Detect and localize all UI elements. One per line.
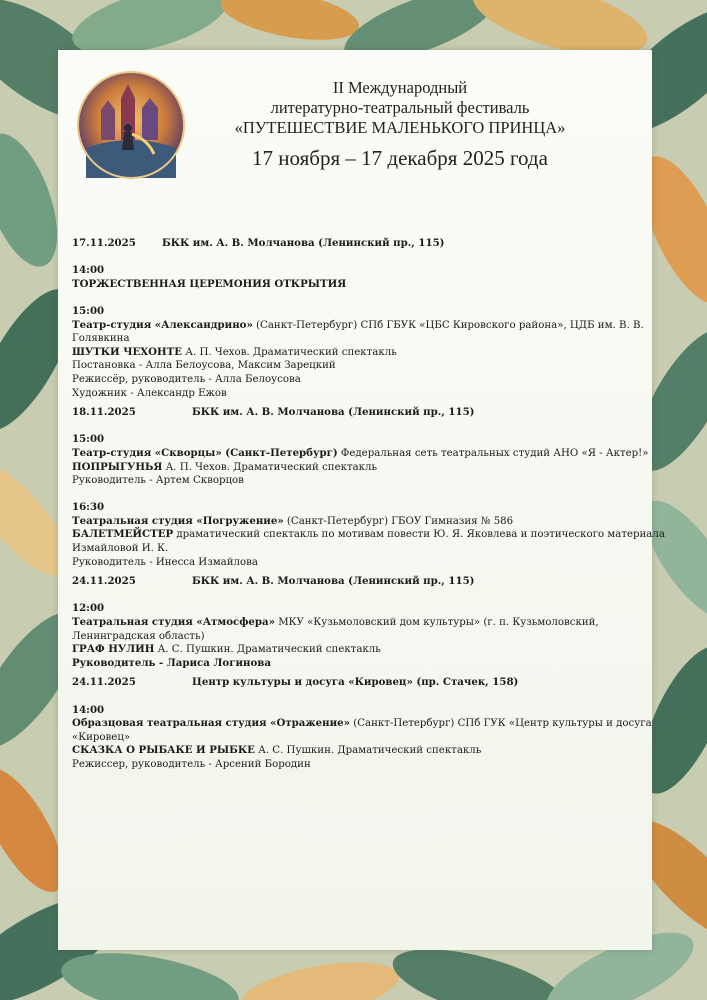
event-group-cont: Голявкина xyxy=(72,333,130,345)
event-group: Театр-студия «Александрино» (Санкт-Петербург) СПб ГБУК «ЦБС Кировского района», ЦДБ им. В. В. xyxy=(72,318,644,331)
festival-name: «ПУТЕШЕСТВИЕ МАЛЕНЬКОГО ПРИНЦА» xyxy=(234,118,566,137)
event-performance: БАЛЕТМЕЙСТЕР драматический спектакль по мотивам повести Ю. Я. Яковлева и поэтического материала xyxy=(72,528,665,541)
event-credit: Художник - Александр Ежов xyxy=(72,387,227,399)
event-credit: Руководитель - Лариса Логинова xyxy=(72,656,271,669)
day-venue: Центр культуры и досуга «Кировец» (пр. Стачек, 158) xyxy=(192,676,519,689)
festival-edition: II Международный xyxy=(332,78,468,97)
event-credit: Режиссёр, руководитель - Алла Белоусова xyxy=(72,373,301,385)
event-title: ТОРЖЕСТВЕННАЯ ЦЕРЕМОНИЯ ОТКРЫТИЯ xyxy=(72,277,347,290)
day-date: 24.11.2025 xyxy=(72,575,136,588)
event-group: Театральная студия «Атмосфера» МКУ «Кузьмоловский дом культуры» (г. п. Кузьмоловский, xyxy=(72,616,599,629)
event-credit: Руководитель - Инесса Измайлова xyxy=(72,556,258,568)
day-header xyxy=(72,237,652,251)
event-performance-cont: Измайловой И. К. xyxy=(72,543,169,555)
day-venue: БКК им. А. В. Молчанова (Ленинский пр., 115) xyxy=(192,575,475,588)
event-credit: Руководитель - Артем Скворцов xyxy=(72,475,244,487)
festival-dates: 17 ноября – 17 декабря 2025 года xyxy=(252,146,548,170)
day-date: 18.11.2025 xyxy=(72,406,136,419)
event-time: 14:00 xyxy=(72,703,105,716)
event-credit: Режиссер, руководитель - Арсений Бородин xyxy=(72,758,311,770)
day-header xyxy=(72,676,652,690)
event-performance: ПОПРЫГУНЬЯ А. П. Чехов. Драматический спектакль xyxy=(72,460,378,473)
program-schedule xyxy=(72,237,665,772)
event-group-cont: «Кировец» xyxy=(72,731,131,743)
event-time: 14:00 xyxy=(72,264,105,277)
event-time: 12:00 xyxy=(72,602,105,615)
event-time: 15:00 xyxy=(72,304,105,317)
festival-logo xyxy=(76,70,186,180)
festival-type: литературно-театральный фестиваль xyxy=(270,98,530,117)
day-header xyxy=(72,575,652,589)
event-group: Образцовая театральная студия «Отражение» (Санкт-Петербург) СПб ГУК «Центр культуры и досуга xyxy=(72,717,652,730)
event-time: 15:00 xyxy=(72,433,105,446)
event-time: 16:30 xyxy=(72,501,105,514)
event-credit: Постановка - Алла Белоусова, Максим Зарецкий xyxy=(72,360,336,372)
day-header xyxy=(72,406,652,420)
day-date: 24.11.2025 xyxy=(72,676,136,689)
festival-header xyxy=(200,78,600,171)
event-performance: ШУТКИ ЧЕХОНТЕ А. П. Чехов. Драматический спектакль xyxy=(72,345,397,358)
day-venue: БКК им. А. В. Молчанова (Ленинский пр., 115) xyxy=(162,237,445,249)
event-performance: СКАЗКА О РЫБАКЕ И РЫБКЕ А. С. Пушкин. Драматический спектакль xyxy=(72,744,482,757)
day-venue: БКК им. А. В. Молчанова (Ленинский пр., 115) xyxy=(192,406,475,419)
event-group: Театр-студия «Скворцы» (Санкт-Петербург) Федеральная сеть театральных студий АНО «Я - Актер!» xyxy=(72,446,649,459)
day-date: 17.11.2025 xyxy=(72,237,136,249)
event-performance: ГРАФ НУЛИН А. С. Пушкин. Драматический спектакль xyxy=(72,643,381,656)
event-group-cont: Ленинградская область) xyxy=(72,630,205,642)
event-group: Театральная студия «Погружение» (Санкт-Петербург) ГБОУ Гимназия № 586 xyxy=(72,514,514,527)
